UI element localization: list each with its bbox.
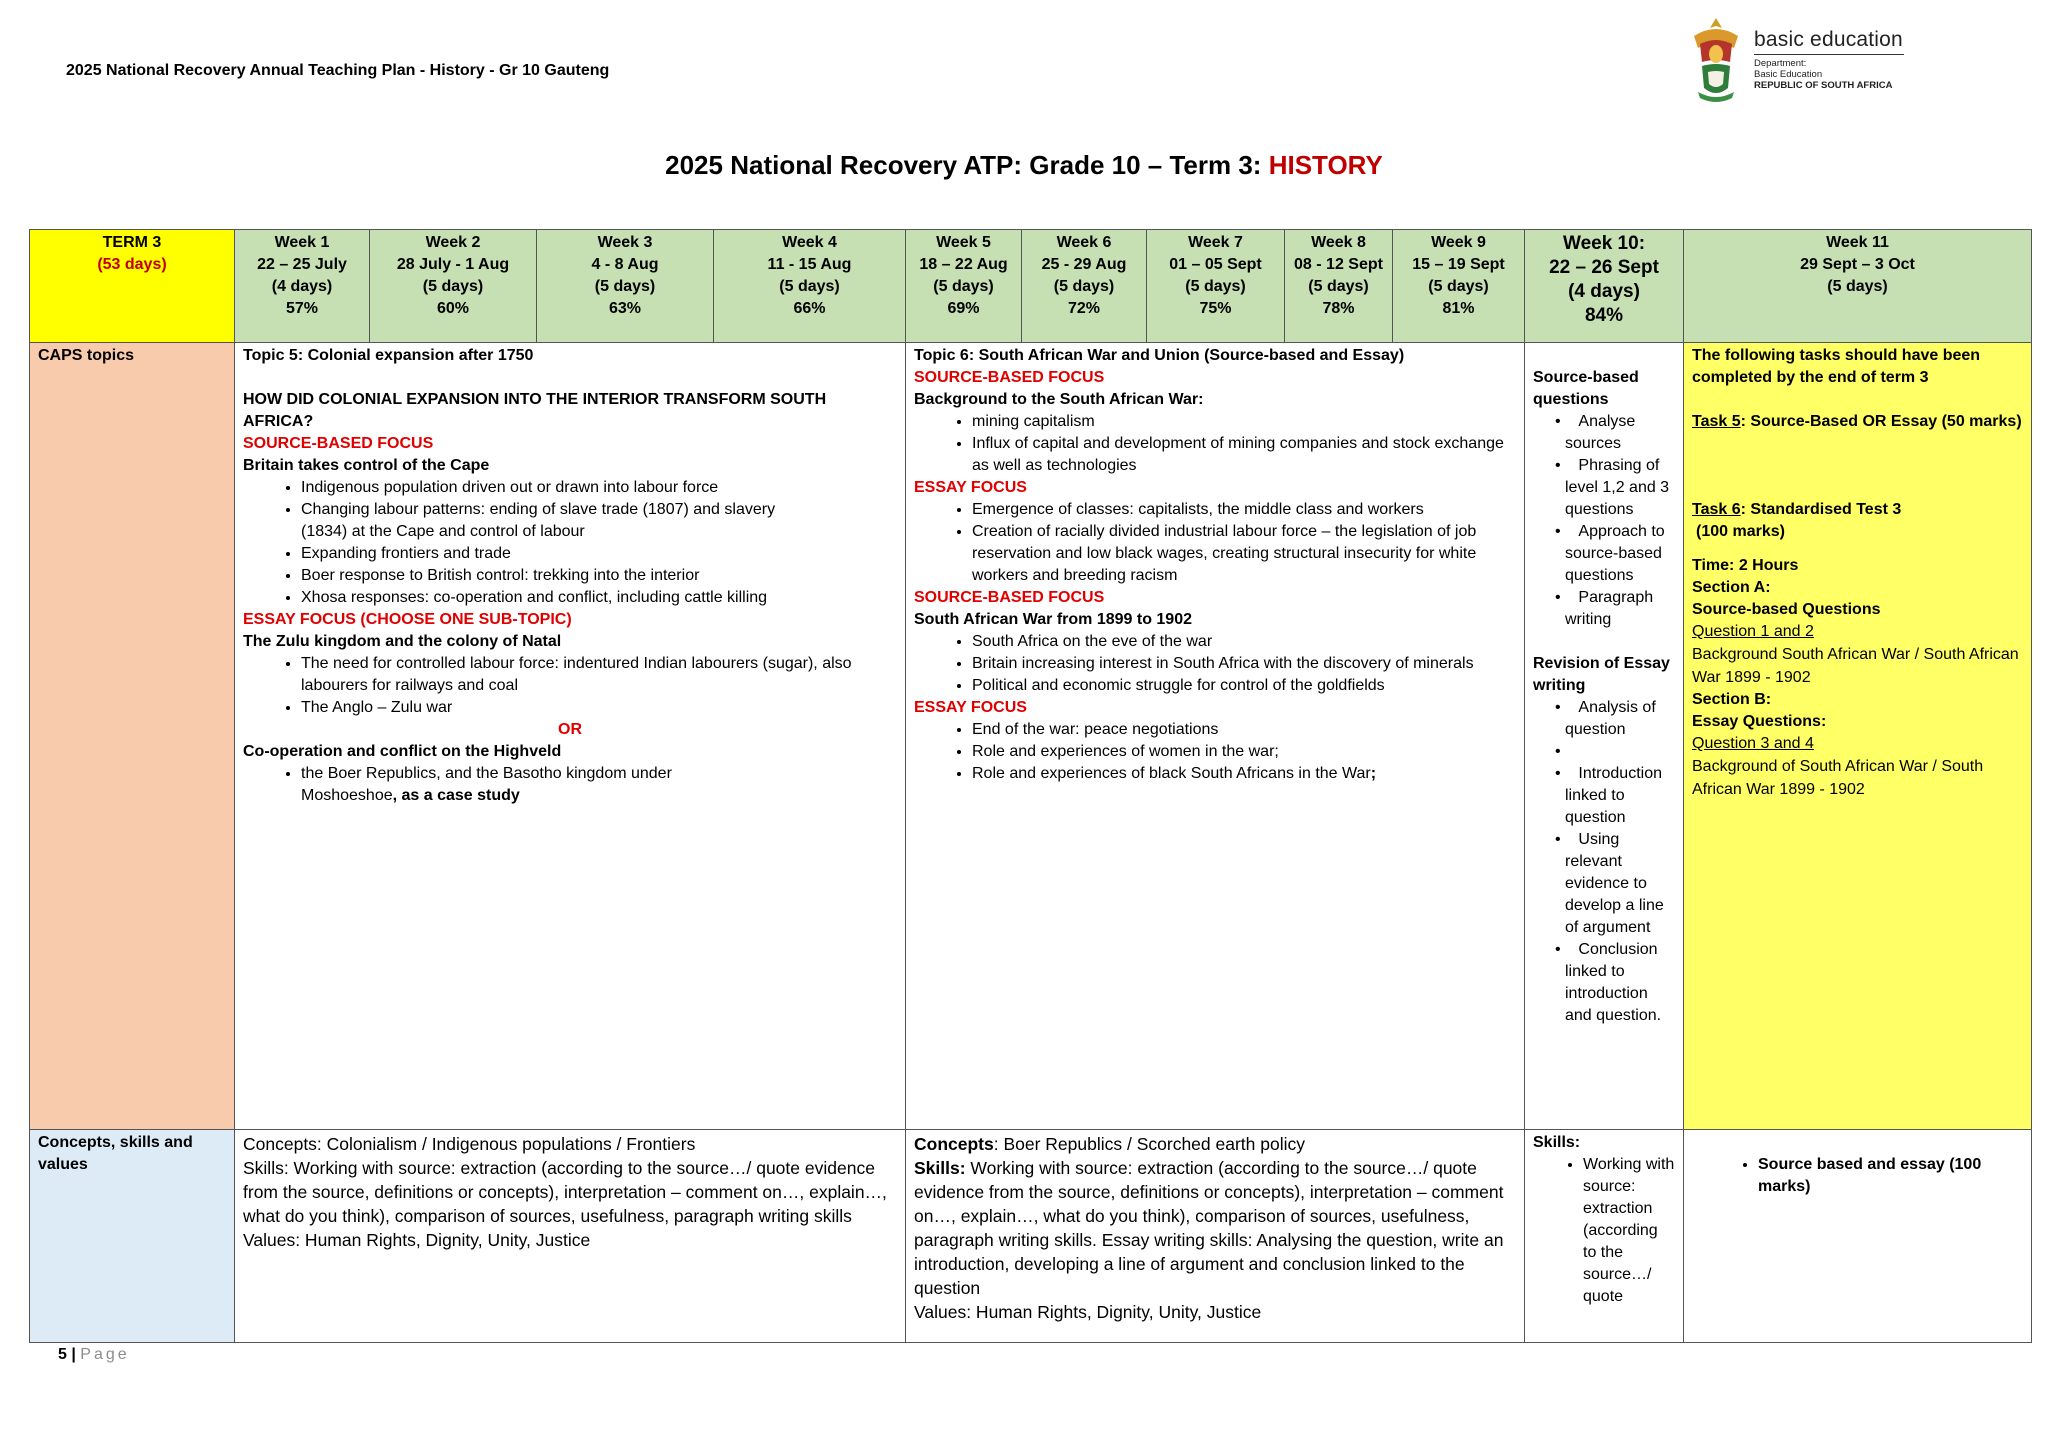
list-item [301,763,731,807]
section-b-label: Section B: [1692,691,1772,708]
page-word: Page [80,1346,130,1363]
logo-line-3: REPUBLIC OF SOUTH AFRICA [1754,80,1893,91]
week-name: Week 1 [274,234,330,251]
source-based-questions-heading: Source-based questions [1533,369,1639,408]
week-dates: 22 – 26 Sept [1549,257,1659,278]
week-days: (5 days) [1308,278,1369,295]
logo-brand: basic education [1754,28,1903,51]
highveld-list [243,763,731,807]
essay-focus-heading-2: ESSAY FOCUS [914,699,1027,716]
week-dates: 01 – 05 Sept [1169,256,1262,273]
zulu-subheading: The Zulu kingdom and the colony of Natal [243,633,562,650]
week-percent: 57% [285,300,319,317]
list-item-text: Role and experiences of black South Africans in the War [972,765,1371,782]
logo-divider [1754,54,1904,55]
logo-department [1754,58,1892,91]
concepts-col-2 [906,1130,1525,1343]
list-item [972,763,1516,785]
page-footer [58,1346,130,1364]
essay-focus-heading: ESSAY FOCUS [914,479,1027,496]
week-days: (5 days) [594,278,656,295]
test-time: Time: 2 Hours [1692,557,1799,574]
essay-focus-heading: ESSAY FOCUS (CHOOSE ONE SUB-TOPIC) [243,611,572,628]
concepts-line [914,1132,1516,1156]
week-percent: 78% [1322,300,1355,317]
week-days: (5 days) [779,278,840,295]
week-percent: 84% [1584,305,1624,326]
document-header: 2025 National Recovery Annual Teaching Plan - History - Gr 10 Gauteng [66,62,610,79]
values-text: Values: Human Rights, Dignity, Unity, Justice [243,1230,591,1250]
concepts-text: : Boer Republics / Scorched earth policy [993,1134,1306,1154]
week-11-tasks-cell [1684,343,2032,1130]
term-label: TERM 3 [102,234,162,251]
list-item: • Introduction linked to question [1555,763,1675,829]
list-item: • Source based and essay (100 marks) [1758,1154,2023,1198]
week-days: (5 days) [1053,278,1115,295]
list-item: • Conclusion linked to introduction and question. [1555,939,1675,1027]
revision-essay-list [1533,697,1675,1027]
skills-list [1533,1154,1675,1308]
week-dates: 28 July - 1 Aug [396,256,510,273]
week-name: Week 2 [425,234,481,251]
background-list [914,411,1516,477]
term-days: (53 days) [97,256,167,273]
week-percent: 69% [947,300,980,317]
week-percent: 72% [1067,300,1101,317]
list-item: • Indigenous population driven out or drawn into labour force [301,477,781,499]
task-5-label: Task 5 [1692,413,1741,430]
week-days: (4 days) [271,278,333,295]
week-percent: 63% [608,300,642,317]
topic-5-heading: Topic 5: Colonial expansion after 1750 [243,347,534,364]
week-2-cell [370,230,537,343]
task-5-text: : Source-Based OR Essay (50 marks) [1740,413,2022,430]
background-subheading: Background to the South African War: [914,391,1204,408]
list-item [1555,741,1675,763]
task-5-line [1692,411,2023,433]
task-6-label: Task 6 [1692,501,1741,518]
skills-text: Working with source: extraction (according to the source…/ quote evidence from the source, definitions or concepts), interpretation – comment on…, explain…, what do you think), comparison of sources, usefulness, paragraph writing skills. Essay writing skills: Analysing the question, write an introduction, developing a line of argument and conclusion linked to the question [914,1158,1504,1298]
highveld-item-bold: , as a case study [392,787,520,804]
teaching-plan-table [29,229,2032,1343]
values-text: Values: Human Rights, Dignity, Unity, Justice [914,1302,1262,1322]
department-logo [1686,14,1906,104]
week-dates: 4 - 8 Aug [591,256,659,273]
list-item: • South Africa on the eve of the war [972,631,1516,653]
week-name: Week 5 [936,234,991,251]
logo-line-1: Department: [1754,58,1807,69]
term-cell [30,230,235,343]
revision-essay-heading: Revision of Essay writing [1533,655,1670,694]
title-subject: HISTORY [1268,150,1383,180]
week-name: Week 11 [1826,234,1889,251]
concepts-row [30,1130,2032,1343]
list-item: • Role and experiences of women in the war; [972,741,1516,763]
section-a-label: Section A: [1692,579,1771,596]
source-based-questions-list [1533,411,1675,631]
week-percent: 60% [436,300,470,317]
list-item: • Analyse sources [1555,411,1675,455]
page-number: 5 [58,1346,67,1363]
week-11-cell [1684,230,2032,343]
week-dates: 18 – 22 Aug [919,256,1008,273]
task-6-text: : Standardised Test 3 [1740,501,1902,518]
topic-5-question: HOW DID COLONIAL EXPANSION INTO THE INTERIOR TRANSFORM SOUTH AFRICA? [243,391,827,430]
assessment-list [1692,1132,2023,1198]
header-row [30,230,2032,343]
page-separator: | [66,1346,81,1363]
week-4-cell [714,230,906,343]
week-percent: 66% [793,300,826,317]
topic-6-heading: Topic 6: South African War and Union (Source-based and Essay) [914,347,1405,364]
week-3-cell [537,230,714,343]
week-days: (5 days) [1185,278,1246,295]
list-item-suffix: ; [1370,765,1377,782]
skills-label-inline: Skills: [914,1158,966,1178]
concepts-label-inline: Concepts [914,1134,994,1154]
logo-line-2: Basic Education [1754,69,1823,80]
week-name: Week 10: [1562,233,1646,254]
week-5-cell [906,230,1022,343]
caps-topics-label: CAPS topics [30,343,235,1130]
war-list [914,631,1516,697]
source-based-focus-heading: SOURCE-BASED FOCUS [243,435,434,452]
list-item: • Xhosa responses: co-operation and conflict, including cattle killing [301,587,781,609]
list-item: • Phrasing of level 1,2 and 3 questions [1555,455,1675,521]
task-6-line [1692,499,2023,521]
concepts-label: Concepts, skills and values [30,1130,235,1343]
week-name: Week 9 [1431,234,1486,251]
week-days: (5 days) [933,278,994,295]
list-item: • Influx of capital and development of mining companies and stock exchange as well as technologies [972,433,1516,477]
week-percent: 75% [1199,300,1232,317]
concepts-col-1 [235,1130,906,1343]
cape-subheading: Britain takes control of the Cape [243,457,490,474]
title-main: 2025 National Recovery ATP: Grade 10 – Term 3: [665,150,1269,180]
list-item: • End of the war: peace negotiations [972,719,1516,741]
question-1-2-text: Background South African War / South African War 1899 - 1902 [1692,646,2019,686]
week-days: (5 days) [1428,278,1489,295]
highveld-item-text: the Boer Republics, and the Basotho kingdom under Moshoeshoe [301,765,672,804]
page-title [0,150,2048,181]
week-name: Week 8 [1311,234,1366,251]
list-item: • Expanding frontiers and trade [301,543,781,565]
list-item: • Emergence of classes: capitalists, the middle class and workers [972,499,1516,521]
list-item: • Using relevant evidence to develop a line of argument [1555,829,1675,939]
skills-heading: Skills: [1533,1134,1581,1151]
list-item: • Political and economic struggle for control of the goldfields [972,675,1516,697]
war-subheading: South African War from 1899 to 1902 [914,611,1192,628]
topic-6-cell [906,343,1525,1130]
week-dates: 11 - 15 Aug [767,256,852,273]
section-a-title: Source-based Questions [1692,601,1881,618]
list-item: • Approach to source-based questions [1555,521,1675,587]
week-dates: 22 – 25 July [257,256,347,273]
list-item: • The need for controlled labour force: indentured Indian labourers (sugar), also labourers for railways and coal [301,653,897,697]
list-item: • Working with source: extraction (according to the source…/ quote [1583,1154,1675,1308]
list-item: • Creation of racially divided industrial labour force – the legislation of job reservation and low black wages, creating structural insecurity for white workers and breeding racism [972,521,1516,587]
caps-topics-row [30,343,2032,1130]
week-1-cell [235,230,370,343]
zulu-list [243,653,897,719]
week-days: (5 days) [422,278,484,295]
concepts-text: Concepts: Colonialism / Indigenous populations / Frontiers [243,1134,696,1154]
week-name: Week 4 [782,234,837,251]
tasks-intro: The following tasks should have been completed by the end of term 3 [1692,347,1981,386]
section-b-title: Essay Questions: [1692,713,1827,730]
question-3-4-text: Background of South African War / South African War 1899 - 1902 [1692,758,1984,798]
week-dates: 25 - 29 Aug [1041,256,1127,273]
highveld-subheading: Co-operation and conflict on the Highveld [243,743,562,760]
question-1-2-link: Question 1 and 2 [1692,623,1814,640]
list-item: • Britain increasing interest in South Africa with the discovery of minerals [972,653,1516,675]
list-item: • The Anglo – Zulu war [301,697,897,719]
week-10-cell [1525,230,1684,343]
week-name: Week 6 [1056,234,1112,251]
week-name: Week 3 [597,234,653,251]
week-10-caps-cell [1525,343,1684,1130]
week-percent: 81% [1442,300,1475,317]
week-dates: 15 – 19 Sept [1412,256,1505,273]
coat-of-arms-icon [1686,14,1746,104]
concepts-col-4 [1684,1130,2032,1343]
skills-text: Skills: Working with source: extraction (according to the source…/ quote evidence from the source, definitions or concepts), interpretation – comment on…, explain…, what do you think), comparison of sources, usefulness, paragraph writing skills [243,1158,887,1226]
list-item: • Boer response to British control: trekking into the interior [301,565,781,587]
essay-focus-list-2 [914,719,1516,785]
task-6-marks: (100 marks) [1696,523,1785,540]
cape-list [243,477,781,609]
source-based-focus-heading: SOURCE-BASED FOCUS [914,369,1105,386]
topic-5-cell [235,343,906,1130]
week-dates: 08 - 12 Sept [1294,256,1383,273]
week-days: (4 days) [1568,281,1640,302]
or-separator: OR [558,721,582,738]
week-days: (5 days) [1827,278,1888,295]
week-8-cell [1285,230,1393,343]
week-name: Week 7 [1188,234,1243,251]
list-item: • Changing labour patterns: ending of slave trade (1807) and slavery (1834) at the Cape and control of labour [301,499,781,543]
week-7-cell [1147,230,1285,343]
essay-focus-list [914,499,1516,587]
week-6-cell [1022,230,1147,343]
source-based-focus-heading-2: SOURCE-BASED FOCUS [914,589,1105,606]
week-9-cell [1393,230,1525,343]
list-item: • mining capitalism [972,411,1516,433]
concepts-col-3 [1525,1130,1684,1343]
list-item: • Analysis of question [1555,697,1675,741]
week-dates: 29 Sept – 3 Oct [1800,256,1915,273]
skills-line [914,1156,1516,1300]
question-3-4-link: Question 3 and 4 [1692,735,1814,752]
list-item: • Paragraph writing [1555,587,1675,631]
